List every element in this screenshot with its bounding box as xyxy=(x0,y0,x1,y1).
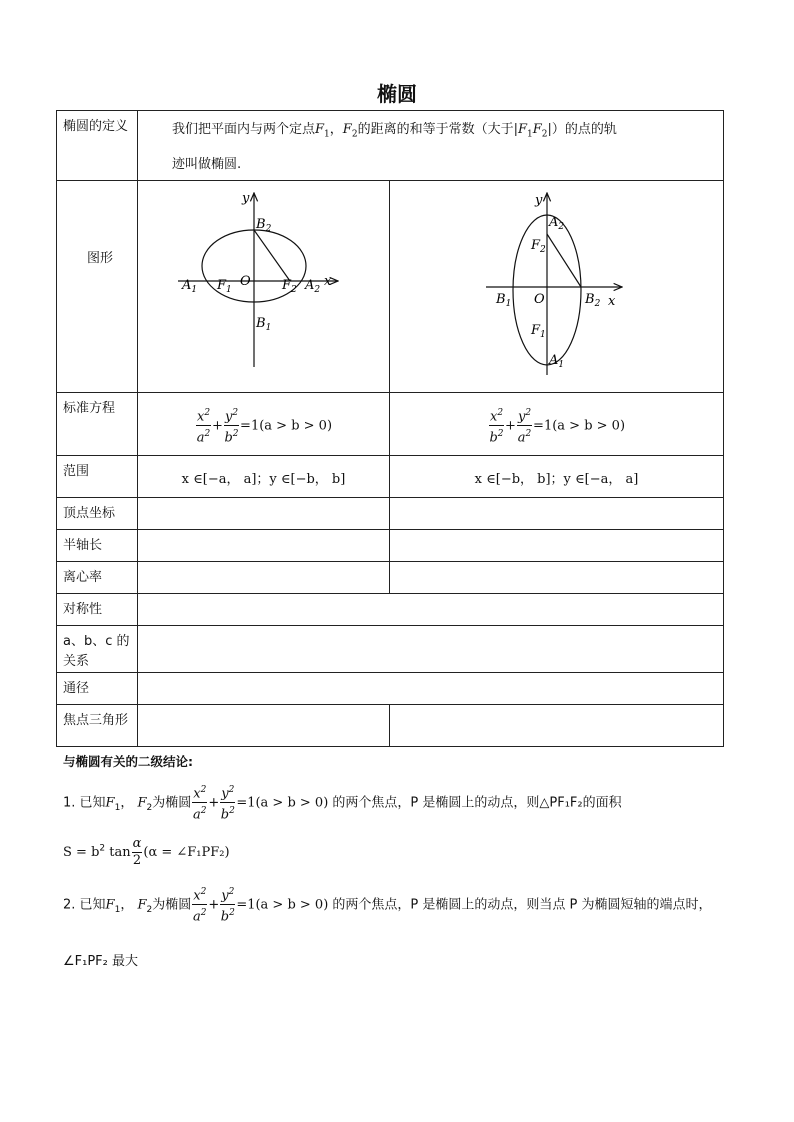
label-vertex: 顶点坐标 xyxy=(57,497,138,529)
label-eccentricity: 离心率 xyxy=(57,561,138,593)
cell-empty xyxy=(138,704,390,746)
cell-empty xyxy=(138,672,724,704)
label-equation: 标准方程 xyxy=(57,392,138,455)
cell-empty xyxy=(390,497,724,529)
cell-empty xyxy=(390,561,724,593)
cell-empty xyxy=(138,529,390,561)
label-abc-relation: a、b、c 的关系 xyxy=(57,625,138,672)
f2-label: $F_2$ xyxy=(282,277,297,295)
f2-label: $F_2$ xyxy=(531,237,546,255)
label-definition: 椭圆的定义 xyxy=(57,111,138,181)
a1-label: $A_1$ xyxy=(182,277,198,295)
origin-label: O xyxy=(534,291,545,307)
conclusions-heading: 与椭圆有关的二级结论: xyxy=(63,754,193,769)
range-vertical: x ∈[−b， b]；y ∈[−a， a] xyxy=(390,455,724,497)
cell-empty xyxy=(138,593,724,625)
b2-label: $B_2$ xyxy=(256,216,272,234)
horizontal-ellipse-diagram xyxy=(138,181,388,388)
equation-vertical: $\frac{x^2}{b^2}$ + $\frac{y^2}{a^2}$ =1(a > b > 0) xyxy=(390,392,724,455)
vertical-ellipse-diagram xyxy=(390,181,722,388)
range-horizontal: x ∈[−a， a]；y ∈[−b， b] xyxy=(138,455,390,497)
a1-label: $A_1$ xyxy=(549,352,565,370)
label-semi-axis: 半轴长 xyxy=(57,529,138,561)
b1-label: $B_1$ xyxy=(496,291,512,309)
x-label: x xyxy=(608,293,616,309)
label-range: 范围 xyxy=(57,455,138,497)
figure-horizontal-cell xyxy=(138,180,390,392)
conclusion-1-area: $S = b^2$ tan $\frac{\alpha}{2}$ (α = ∠F₁PF₂) xyxy=(63,836,230,868)
origin-label: O xyxy=(240,273,251,289)
y-label: y xyxy=(242,190,250,206)
b2-label: $B_2$ xyxy=(585,291,601,309)
f1-label: $F_1$ xyxy=(531,322,546,340)
conclusion-2: 2. 已知$F_1$， $F_2$为椭圆 $\frac{x^2}{a^2}$ + $\frac{y^2}{b^2}$ =1(a > b > 0) 的两个焦点，P 是椭圆上的动点，则当点 P 为椭圆短轴的端点时， xyxy=(63,884,712,926)
conclusion-2-line2: ∠F₁PF₂ 最大 xyxy=(63,954,139,969)
label-symmetry: 对称性 xyxy=(57,593,138,625)
label-latus-rectum: 通径 xyxy=(57,672,138,704)
x-label: x xyxy=(324,273,332,289)
a2-label: $A_2$ xyxy=(549,214,565,232)
b2-f2-segment xyxy=(254,230,290,281)
label-figure: 图形 xyxy=(57,180,138,392)
figure-vertical-cell xyxy=(390,180,724,392)
page-title: 椭圆 xyxy=(377,82,417,106)
a2-label: $A_2$ xyxy=(305,277,321,295)
f2-b2-segment xyxy=(547,234,581,287)
cell-empty xyxy=(390,529,724,561)
y-label: y xyxy=(535,192,543,208)
definition-text: 我们把平面内与两个定点$F_1$，$F_2$的距离的和等于常数（大于$|F_1F_2|$）的点的轨 迹叫做椭圆. xyxy=(138,111,724,181)
equation-horizontal: $\frac{x^2}{a^2}$ + $\frac{y^2}{b^2}$ =1(a > b > 0) xyxy=(138,392,390,455)
ellipse-table xyxy=(56,110,724,747)
cell-empty xyxy=(138,497,390,529)
cell-empty xyxy=(138,561,390,593)
conclusion-1: 1. 已知$F_1$， $F_2$为椭圆 $\frac{x^2}{a^2}$ + $\frac{y^2}{b^2}$ =1(a > b > 0) 的两个焦点，P 是椭圆上的动点，则△PF₁F₂的面积 xyxy=(63,782,622,824)
cell-empty xyxy=(390,704,724,746)
b1-label: $B_1$ xyxy=(256,315,272,333)
f1-label: $F_1$ xyxy=(217,277,232,295)
label-focal-triangle: 焦点三角形 xyxy=(57,704,138,746)
cell-empty xyxy=(138,625,724,672)
